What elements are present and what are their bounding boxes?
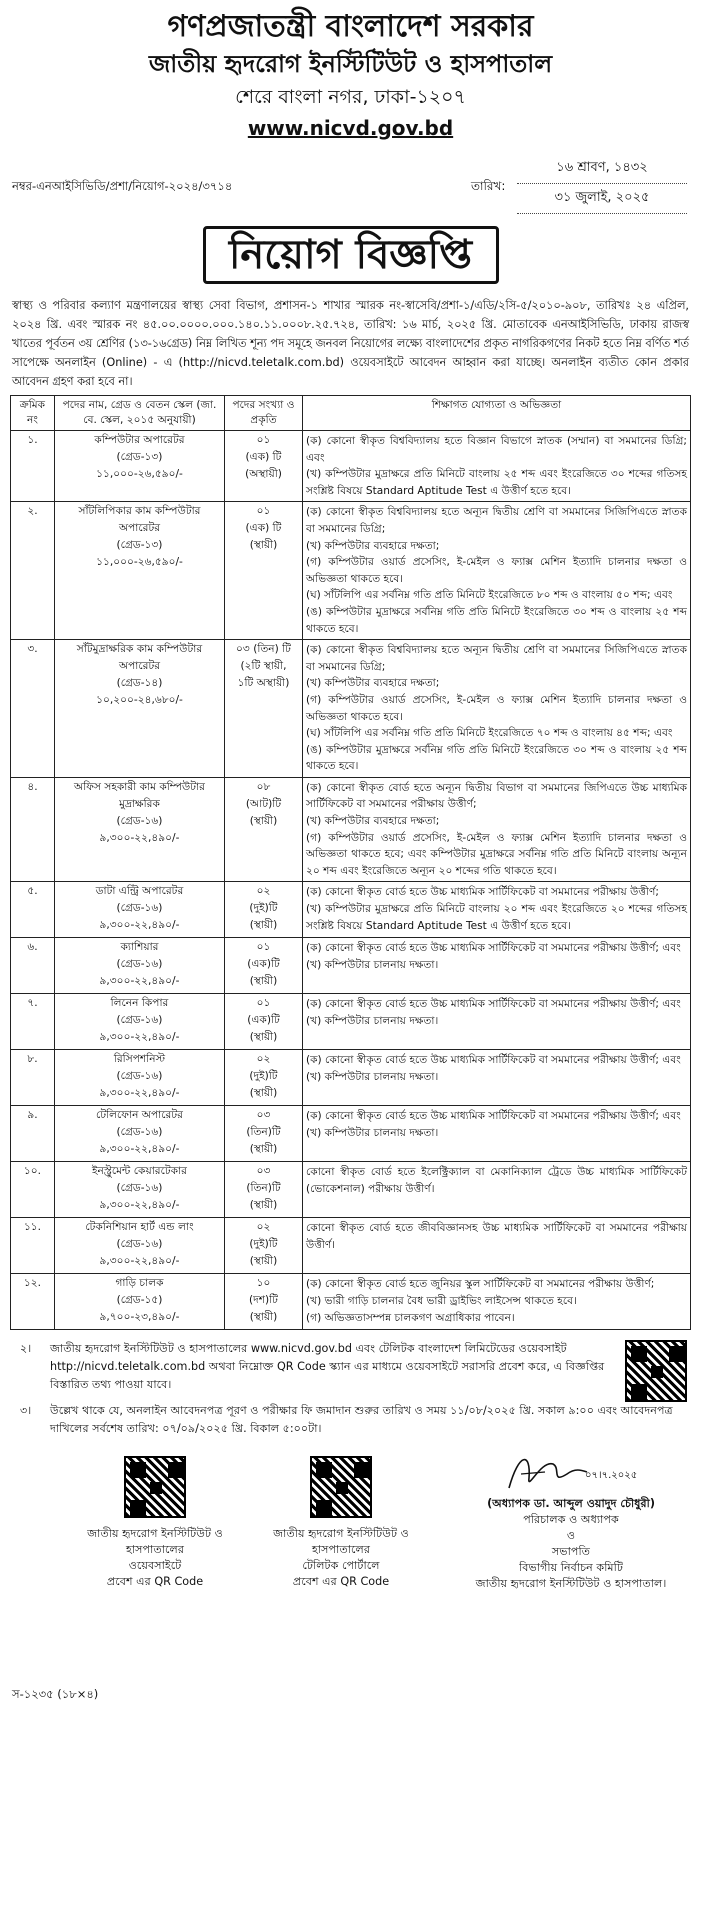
count-count-word: (দশ)টি: [249, 1294, 278, 1307]
institute-title: জাতীয় হৃদরোগ ইনস্টিটিউট ও হাসপাতাল: [148, 50, 553, 78]
row-count: [225, 938, 303, 994]
count-count-word: (দুই)টি: [249, 1070, 278, 1083]
serial-code: স-১২৩৫ (১৮×৪): [12, 1687, 99, 1702]
post-grade: (গ্রেড-১৫): [116, 1294, 163, 1307]
post-scale: ১১,০০০-২৬,৫৯০/-: [96, 556, 183, 569]
qualification-item: (ক) কোনো স্বীকৃত বোর্ড হতে উচ্চ মাধ্যমিক সার্টিফিকেট বা সমমানের পরীক্ষায় উত্তীর্ণ; এবং: [306, 1110, 681, 1123]
post-grade: (গ্রেড-১৬): [116, 814, 163, 827]
table-row: [11, 502, 691, 640]
posts-table: [10, 395, 691, 1330]
note-2: [10, 1340, 691, 1394]
count-count-word: (এক)টি: [247, 958, 280, 971]
count-count-word: (এক) টি: [245, 451, 282, 463]
qualification-item: (খ) কম্পিউটার চালনায় দক্ষতা।: [306, 1127, 439, 1140]
date-english: ৩১ জুলাই, ২০২৫: [517, 184, 687, 214]
signatory-name: (অধ্যাপক ডা. আব্দুল ওয়াদুদ চৌধুরী): [487, 1497, 655, 1511]
qualification-item: (খ) কম্পিউটার ব্যবহারে দক্ষতা;: [306, 539, 440, 552]
recruitment-notice-page: [10, 10, 691, 1910]
note-text: উল্লেখ থাকে যে, অনলাইন আবেদনপত্র পূরণ ও পরীক্ষার ফি জমাদান শুরুর তারিখ ও সময় ১১/০৮/২০২৫ খ্রি. সকাল ৯:০০ এবং আবেদনপত্র দাখিলের সর্বশেষ তারিখ: ০৭/০৯/২০২৫ খ্রি. বিকাল ৫:০০টা।: [50, 1404, 673, 1436]
qr-code-website[interactable]: [124, 1456, 186, 1518]
table-row: [11, 882, 691, 938]
count-count-word: (তিন)টি: [246, 1126, 281, 1139]
qr-code-main[interactable]: [625, 1340, 687, 1402]
row-post: [55, 1050, 225, 1106]
row-post: [55, 938, 225, 994]
count-count-word: (এক) টি: [245, 522, 282, 535]
institute-website[interactable]: www.nicvd.gov.bd: [247, 116, 454, 140]
count-nature: (স্থায়ী): [249, 1311, 278, 1324]
row-serial: ৭.: [11, 994, 55, 1050]
table-row: [11, 994, 691, 1050]
row-count: [225, 502, 303, 640]
row-qualification: [303, 1106, 691, 1162]
row-count: [225, 1274, 303, 1330]
count-nature: (স্থায়ী): [249, 975, 278, 988]
qr-caption-teletalk: জাতীয় হৃদরোগ ইনস্টিটিউট ও হাসপাতালের টেলিটক পোর্টালে প্রবেশ এর QR Code: [273, 1527, 409, 1589]
row-count: [225, 431, 303, 502]
post-scale: ৯,৩০০-২২,৪৯০/-: [99, 1087, 180, 1100]
post-name: ডাটা এন্ট্রি অপারেটর: [95, 885, 184, 898]
table-row: [11, 938, 691, 994]
qualification-item: (গ) কম্পিউটার ওয়ার্ড প্রসেসিং, ই-মেইল ও ফ্যাক্স মেশিন ইত্যাদি চালনার দক্ষতা ও অভিজ্ঞতা থাকতে হবে; এবং কম্পিউটার মুদ্রাক্ষরে সর্বনিম্ন গতি প্রতি মিনিটে বাংলায় অন্যূন ২০ শব্দ এবং ইংরেজিতে অন্যূন ২০ শব্দের গতি থাকতে হবে।: [306, 831, 687, 877]
header-count: পদের সংখ্যা ও প্রকৃতি: [225, 396, 303, 431]
row-count: [225, 777, 303, 882]
signatory-block: [461, 1496, 681, 1592]
qualification-item: (খ) কম্পিউটার চালনায় দক্ষতা।: [306, 1071, 439, 1084]
row-qualification: [303, 502, 691, 640]
row-serial: ৮.: [11, 1050, 55, 1106]
row-count: [225, 1218, 303, 1274]
post-grade: (গ্রেড-১৬): [116, 1126, 163, 1139]
qualification-item: (খ) কম্পিউটার মুদ্রাক্ষরে প্রতি মিনিটে বাংলায় ২৫ শব্দ এবং ইংরেজিতে ৩০ শব্দের গতিসহ সংশ্লিষ্ট বিষয়ে Standard Aptitude Test এ উত্তীর্ণ হতে হবে।: [306, 468, 687, 497]
qualification-item: (ঘ) সাঁটলিপি এর সর্বনিম্ন গতি প্রতি মিনিটে ইংরেজিতে ৭০ শব্দ ও বাংলায় ৪৫ শব্দ; এবং: [306, 727, 673, 740]
table-row: [11, 1050, 691, 1106]
count-nature: ১টি অস্থায়ী): [237, 677, 290, 690]
count-count-word: (দুই)টি: [249, 1238, 278, 1251]
row-serial: ১.: [11, 431, 55, 502]
count-count-word: (তিন)টি: [246, 1182, 281, 1195]
post-scale: ৯,৩০০-২২,৪৯০/-: [99, 975, 180, 988]
qualification-item: (খ) ভারী গাড়ি চালনার বৈধ ভারী ড্রাইভিং লাইসেন্স থাকতে হবে।: [306, 1295, 577, 1308]
qualification-item: (খ) কম্পিউটার চালনায় দক্ষতা।: [306, 1015, 439, 1028]
table-row: [11, 777, 691, 882]
post-grade: (গ্রেড-১৬): [116, 958, 163, 971]
post-grade: (গ্রেড-১৬): [116, 1070, 163, 1083]
row-post: [55, 1106, 225, 1162]
count-nature: (স্থায়ী): [249, 1255, 278, 1268]
memo-number: নম্বর-এনআইসিভিডি/প্রশা/নিয়োগ-২০২৪/৩৭১৪: [12, 179, 233, 193]
qualification-item: (ক) কোনো স্বীকৃত বোর্ড হতে উচ্চ মাধ্যমিক সার্টিফিকেট বা সমমানের পরীক্ষায় উত্তীর্ণ; এবং: [306, 1054, 681, 1067]
post-grade: (গ্রেড-১৬): [116, 1014, 163, 1027]
count-nature: (স্থায়ী): [249, 1199, 278, 1212]
institute-address: শেরে বাংলা নগর, ঢাকা-১২০৭: [235, 86, 466, 108]
count-count: ০২: [256, 1053, 271, 1066]
post-name: সাঁটমুদ্রাক্ষরিক কাম কম্পিউটার অপারেটর: [76, 643, 203, 673]
signature-date: ০৭।৭.২০২৫: [585, 1470, 638, 1482]
post-name: কম্পিউটার অপারেটর: [94, 434, 185, 446]
count-count: ০৩: [256, 1165, 271, 1178]
qualification-item: (ক) কোনো স্বীকৃত বোর্ড হতে জুনিয়র স্কুল সার্টিফিকেট বা সমমানের পরীক্ষায় উত্তীর্ণ;: [306, 1278, 655, 1291]
row-qualification: [303, 938, 691, 994]
qr-code-teletalk[interactable]: [310, 1456, 372, 1518]
row-serial: ৫.: [11, 882, 55, 938]
qualification-item: কোনো স্বীকৃত বোর্ড হতে ইলেক্ট্রিক্যাল বা মেকানিক্যাল ট্রেডে উচ্চ মাধ্যমিক সার্টিফিকেট (ভোকেশনাল) পরীক্ষায় উত্তীর্ণ।: [306, 1166, 687, 1196]
post-scale: ৯,৩০০-২২,৪৯০/-: [99, 1143, 180, 1156]
table-row: [11, 1218, 691, 1274]
qualification-item: (গ) কম্পিউটার ওয়ার্ড প্রসেসিং, ই-মেইল ও ফ্যাক্স মেশিন ইত্যাদি চালনার দক্ষতা ও অভিজ্ঞতা থাকতে হবে।: [306, 556, 687, 585]
row-count: [225, 1106, 303, 1162]
count-count-word: (দুই)টি: [249, 902, 278, 915]
qualification-item: (ক) কোনো স্বীকৃত বোর্ড হতে উচ্চ মাধ্যমিক সার্টিফিকেট বা সমমানের পরীক্ষায় উত্তীর্ণ; এবং: [306, 942, 681, 955]
qualification-item: (ক) কোনো স্বীকৃত বিশ্ববিদ্যালয় হতে অন্যূন দ্বিতীয় শ্রেণি বা সমমানের সিজিপিএতে স্নাতক বা সমমানের ডিগ্রি;: [306, 644, 687, 673]
table-row: [11, 1274, 691, 1330]
qualification-item: (ক) কোনো স্বীকৃত বোর্ড হতে উচ্চ মাধ্যমিক সার্টিফিকেট বা সমমানের পরীক্ষায় উত্তীর্ণ;: [306, 886, 659, 899]
row-qualification: [303, 1218, 691, 1274]
post-scale: ৯,৩০০-২২,৪৯০/-: [99, 919, 180, 932]
post-name: রিসিপশনিস্ট: [113, 1053, 166, 1066]
post-name: লিনেন কিপার: [110, 997, 169, 1010]
row-serial: ১২.: [11, 1274, 55, 1330]
signature-image: [501, 1448, 638, 1496]
row-qualification: [303, 1162, 691, 1218]
count-count: ০৩ (তিন) টি: [236, 643, 291, 656]
signatory-title: পরিচালক ও অধ্যাপক: [523, 1513, 619, 1527]
signatory-and: ও: [566, 1529, 576, 1543]
post-scale: ৯,৩০০-২২,৪৯০/-: [99, 1255, 180, 1268]
row-serial: ৩.: [11, 640, 55, 778]
row-post: [55, 640, 225, 778]
qualification-item: (খ) কম্পিউটার চালনায় দক্ষতা।: [306, 959, 439, 972]
note-3: [10, 1402, 691, 1438]
post-name: টেলিফোন অপারেটর: [96, 1109, 183, 1122]
qualification-item: (ঙ) কম্পিউটার মুদ্রাক্ষরে সর্বনিম্ন গতি প্রতি মিনিটে ইংরেজিতে ৩০ শব্দ ও বাংলায় ২৫ শব্দ থাকতে হবে।: [306, 605, 687, 635]
count-count: ০১: [256, 997, 271, 1010]
row-post: [55, 882, 225, 938]
row-serial: ২.: [11, 502, 55, 640]
count-nature: (স্থায়ী): [249, 1143, 278, 1156]
count-nature: (অস্থায়ী): [245, 468, 282, 480]
count-count-word: (এক)টি: [247, 1014, 280, 1027]
date-label: তারিখ:: [471, 179, 506, 193]
qualification-item: (ক) কোনো স্বীকৃত বিশ্ববিদ্যালয় হতে অন্যূন দ্বিতীয় শ্রেণি বা সমমানের সিজিপিএতে স্নাতক বা সমমানের ডিগ্রি;: [306, 506, 687, 535]
post-name: টেকনিশিয়ান হার্ট এন্ড লাং: [85, 1221, 194, 1234]
post-grade: (গ্রেড-১৬): [116, 902, 163, 915]
row-serial: ৬.: [11, 938, 55, 994]
post-grade: (গ্রেড-১৩): [116, 451, 163, 463]
note-text: জাতীয় হৃদরোগ ইনস্টিটিউট ও হাসপাতালের www.nicvd.gov.bd এবং টেলিটক বাংলাদেশ লিমিটেডের ওয়েবসাইট http://nicvd.teletalk.com.bd অথবা নিম্নোক্ত QR Code স্ক্যান এর মাধ্যমে ওয়েবসাইটে সরাসরি প্রবেশ করে, এ বিজ্ঞপ্তির বিস্তারিত তথ্য পাওয়া যাবে।: [50, 1342, 605, 1392]
row-count: [225, 882, 303, 938]
date-bangla: ১৬ শ্রাবণ, ১৪৩২: [517, 154, 687, 184]
table-header-row: [11, 396, 691, 431]
reference-row: [10, 154, 691, 216]
post-scale: ৯,৩০০-২২,৪৯০/-: [99, 1199, 180, 1212]
count-count: ১০: [256, 1277, 271, 1290]
qualification-item: (খ) কম্পিউটার ব্যবহারে দক্ষতা;: [306, 815, 440, 828]
count-count: ০১: [256, 505, 271, 518]
count-count: ০৮: [256, 780, 271, 793]
qualification-item: (খ) কম্পিউটার মুদ্রাক্ষরে প্রতি মিনিটে বাংলায় ২০ শব্দ এবং ইংরেজিতে ২০ শব্দের গতিসহ সংশ্লিষ্ট বিষয়ে Standard Aptitude Test এ উত্তীর্ণ হতে হবে।: [306, 903, 687, 932]
row-count: [225, 1162, 303, 1218]
count-count-word: (২টি স্থায়ী,: [240, 660, 287, 673]
post-name: সাঁটলিপিকার কাম কম্পিউটার অপারেটর: [78, 505, 201, 535]
notes-section: [10, 1340, 691, 1438]
table-row: [11, 640, 691, 778]
post-scale: ৯,৩০০-২২,৪৯০/-: [99, 831, 180, 844]
count-count: ০২: [256, 885, 271, 898]
header-serial: ক্রমিক নং: [11, 396, 55, 431]
row-count: [225, 994, 303, 1050]
signatory-org: জাতীয় হৃদরোগ ইনস্টিটিউট ও হাসপাতাল।: [475, 1577, 667, 1591]
row-post: [55, 1162, 225, 1218]
post-grade: (গ্রেড-১৬): [116, 1238, 163, 1251]
post-grade: (গ্রেড-১৩): [116, 539, 163, 552]
header-post: পদের নাম, গ্রেড ও বেতন স্কেল (জা. বে. স্কেল, ২০১৫ অনুযায়ী): [55, 396, 225, 431]
row-count: [225, 640, 303, 778]
qualification-item: (ঙ) কম্পিউটার মুদ্রাক্ষরে সর্বনিম্ন গতি প্রতি মিনিটে ইংরেজিতে ৩০ শব্দ ও বাংলায় ২৫ শব্দ থাকতে হবে।: [306, 743, 687, 773]
note-number: ৩।: [20, 1404, 32, 1418]
row-post: [55, 777, 225, 882]
footer: [10, 1448, 691, 1708]
count-nature: (স্থায়ী): [249, 814, 278, 827]
row-qualification: [303, 1274, 691, 1330]
count-count: ০৩: [256, 1109, 271, 1122]
count-nature: (স্থায়ী): [249, 919, 278, 932]
row-serial: ৯.: [11, 1106, 55, 1162]
qualification-item: (ক) কোনো স্বীকৃত বিশ্ববিদ্যালয় হতে বিজ্ঞান বিভাগে স্নাতক (সম্মান) বা সমমানের ডিগ্রি; এবং: [306, 435, 687, 464]
post-scale: ৯,৭০০-২৩,৪৯০/-: [99, 1311, 180, 1324]
row-qualification: [303, 777, 691, 882]
signatory-role: সভাপতি: [551, 1545, 591, 1559]
post-grade: (গ্রেড-১৬): [116, 1182, 163, 1195]
post-scale: ৯,৩০০-২২,৪৯০/-: [99, 1031, 180, 1044]
post-name: ক্যাশিয়ার: [120, 941, 159, 954]
post-name: গাড়ি চালক: [115, 1277, 164, 1290]
note-number: ২।: [20, 1342, 32, 1356]
row-post: [55, 431, 225, 502]
notice-title: নিয়োগ বিজ্ঞপ্তি: [203, 226, 499, 284]
table-body: [11, 431, 691, 1330]
count-count: ০১: [256, 434, 271, 446]
count-count-word: (আট)টি: [245, 797, 282, 810]
row-post: [55, 1274, 225, 1330]
count-nature: (স্থায়ী): [249, 1031, 278, 1044]
row-post: [55, 502, 225, 640]
row-post: [55, 994, 225, 1050]
post-scale: ১০,২০০-২৪,৬৮০/-: [96, 694, 183, 707]
row-serial: ১১.: [11, 1218, 55, 1274]
count-count: ০১: [256, 941, 271, 954]
table-row: [11, 1106, 691, 1162]
signatory-committee: বিভাগীয় নির্বাচন কমিটি: [519, 1561, 623, 1575]
intro-paragraph: স্বাস্থ্য ও পরিবার কল্যাণ মন্ত্রণালয়ের স্বাস্থ্য সেবা বিভাগ, প্রশাসন-১ শাখার স্মারক নং-স্বাসেবি/প্রশা-১/এডি/২সি-৫/২০১০-৯০৮, তারিখঃ ২৪ এপ্রিল, ২০২৪ খ্রি. এবং স্মারক নং ৪৫.০০.০০০০.০০০.১৪০.১১.০০০৮.২৫.৭২৪, তারিখ: ১৬ মার্চ, ২০২৫ খ্রি. মোতাবেক এনআইসিভিডি, ঢাকায় রাজস্ব খাতের পূর্বতন ৩য় শ্রেণির (১৩-১৬গ্রেড) নিম্ন লিখিত শূন্য পদ সমূহে জনবল নিয়োগের লক্ষ্যে বাংলাদেশের প্রকৃত নাগরিকগণের নিকট হতে নিম্ন বর্ণিত শর্ত সাপেক্ষে অনলাইন (Online) - এ (http://nicvd.teletalk.com.bd) ওয়েবসাইটে আবেদন আহ্বান করা যাচ্ছে। অনলাইন ব্যতীত কোন প্রকার আবেদন গ্রহণ করা হবে না।: [12, 299, 689, 388]
post-name: ইনস্ট্রুমেন্ট কেয়ারটেকার: [92, 1165, 187, 1178]
count-nature: (স্থায়ী): [249, 1087, 278, 1100]
govt-title: গণপ্রজাতন্ত্রী বাংলাদেশ সরকার: [167, 9, 534, 44]
qualification-item: (গ) অভিজ্ঞতাসম্পন্ন চালকগণ অগ্রাধিকার পাবেন।: [306, 1311, 515, 1324]
qualification-item: (ক) কোনো স্বীকৃত বোর্ড হতে উচ্চ মাধ্যমিক সার্টিফিকেট বা সমমানের পরীক্ষায় উত্তীর্ণ; এবং: [306, 998, 681, 1011]
qr-caption-website: জাতীয় হৃদরোগ ইনস্টিটিউট ও হাসপাতালের ওয়েবসাইটে প্রবেশ এর QR Code: [87, 1527, 223, 1589]
qualification-item: (খ) কম্পিউটার ব্যবহারে দক্ষতা;: [306, 677, 440, 690]
post-scale: ১১,০০০-২৬,৫৯০/-: [96, 468, 183, 480]
row-serial: ৪.: [11, 777, 55, 882]
count-nature: (স্থায়ী): [249, 539, 278, 552]
table-row: [11, 1162, 691, 1218]
row-qualification: [303, 882, 691, 938]
table-row: [11, 431, 691, 502]
post-grade: (গ্রেড-১৪): [116, 677, 163, 690]
row-qualification: [303, 431, 691, 502]
row-count: [225, 1050, 303, 1106]
qualification-item: (গ) কম্পিউটার ওয়ার্ড প্রসেসিং, ই-মেইল ও ফ্যাক্স মেশিন ইত্যাদি চালনার দক্ষতা ও অভিজ্ঞতা থাকতে হবে।: [306, 693, 687, 723]
header-qualification: শিক্ষাগত যোগ্যতা ও অভিজ্ঞতা: [303, 396, 691, 431]
date-box: [471, 154, 687, 214]
row-qualification: [303, 640, 691, 778]
qualification-item: (ক) কোনো স্বীকৃত বোর্ড হতে অন্যূন দ্বিতীয় বিভাগ বা সমমানের জিপিএতে উচ্চ মাধ্যমিক সার্টিফিকেট বা সমমানের পরীক্ষায় উত্তীর্ণ;: [306, 781, 687, 811]
post-name: অফিস সহকারী কাম কম্পিউটার মুদ্রাক্ষরিক: [74, 780, 205, 810]
row-qualification: [303, 1050, 691, 1106]
row-qualification: [303, 994, 691, 1050]
qualification-item: কোনো স্বীকৃত বোর্ড হতে জীববিজ্ঞানসহ উচ্চ মাধ্যমিক সার্টিফিকেট বা সমমানের পরীক্ষায় উত্তীর্ণ।: [306, 1222, 687, 1252]
qualification-item: (ঘ) সাঁটলিপি এর সর্বনিম্ন গতি প্রতি মিনিটে ইংরেজিতে ৮০ শব্দ ও বাংলায় ৫০ শব্দ; এবং: [306, 589, 673, 602]
row-post: [55, 1218, 225, 1274]
row-serial: ১০.: [11, 1162, 55, 1218]
count-count: ০২: [256, 1221, 271, 1234]
